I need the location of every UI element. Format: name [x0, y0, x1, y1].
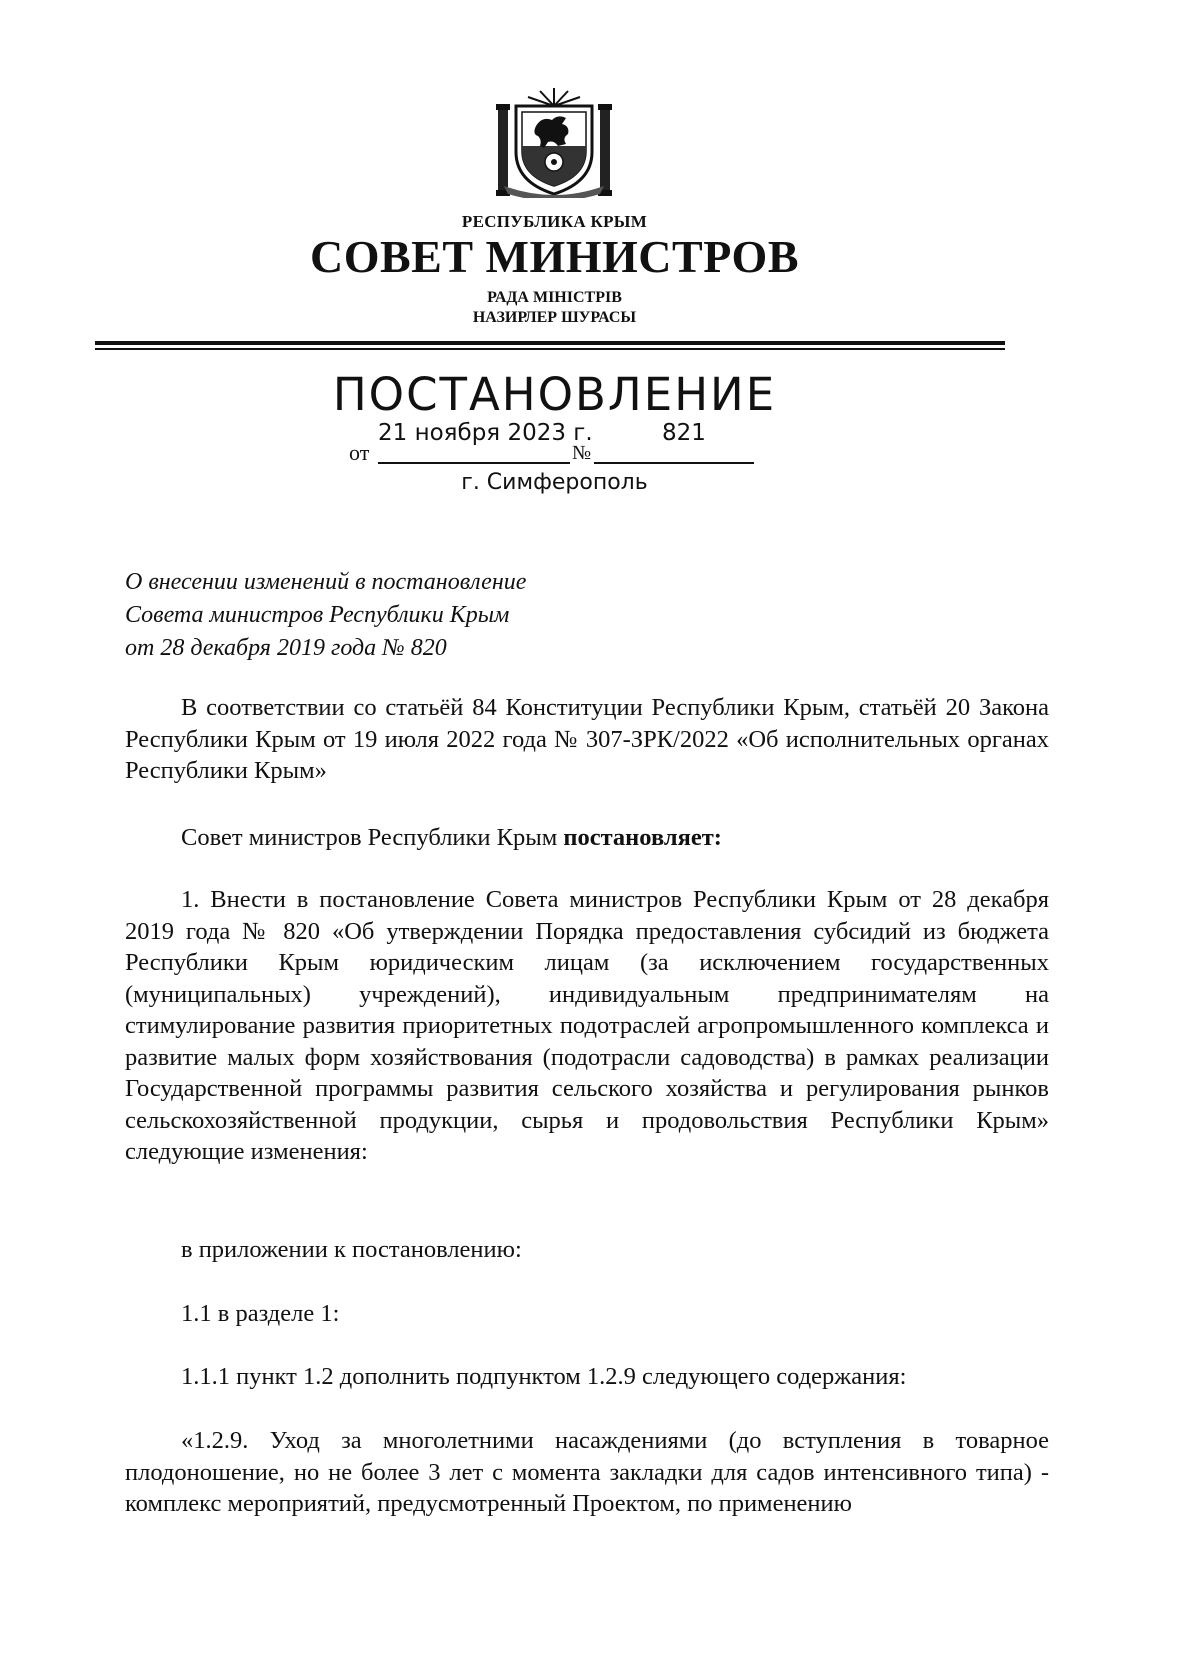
section-1-1-1-paragraph: 1.1.1 пункт 1.2 дополнить подпунктом 1.2.9 следующего содержания:: [181, 1363, 907, 1390]
document-type: ПОСТАНОВЛЕНИЕ: [332, 368, 777, 421]
number-underline: [594, 462, 754, 464]
header-divider-thin: [95, 348, 1005, 350]
date-underline: [378, 462, 570, 464]
document-date: 21 ноября 2023 г.: [378, 420, 593, 446]
date-prefix: от: [349, 440, 370, 465]
document-city: г. Симферополь: [461, 470, 648, 495]
subject-line: Совета министров Республики Крым: [125, 602, 510, 628]
council-title: СОВЕТ МИНИСТРОВ: [310, 231, 799, 282]
resolves-keyword: постановляет:: [563, 824, 722, 851]
item-1-paragraph: 1. Внести в постановление Совета министров Республики Крым от 28 декабря 2019 года № 820 «Об утверждении Порядка предоставления субсидий из бюджета Республики Крым юридическим лицам (за исключением государственных (муниципальных) учреждений), индивидуальным предпринимателям на стимулирование развития приоритетных подотраслей агропромышленного комплекса и развитие малых форм хозяйствования (подотрасли садоводства) в рамках реализации Государственной программы развития сельского хозяйства и регулирования рынков сельскохозяйственной продукции, сырья и продовольствия Республики Крым» следующие изменения:: [125, 886, 1049, 1165]
resolves-text: Совет министров Республики Крым: [181, 824, 564, 851]
crimea-coat-of-arms-icon: [496, 86, 612, 198]
subject-line: О внесении изменений в постановление: [125, 569, 527, 595]
section-1-1-paragraph: 1.1 в разделе 1:: [181, 1300, 340, 1327]
republic-name: РЕСПУБЛИКА КРЫМ: [461, 212, 648, 231]
annex-paragraph: в приложении к постановлению:: [181, 1236, 522, 1263]
council-name-crimean-tatar: НАЗИРЛЕР ШУРАСЫ: [472, 309, 637, 326]
document-number: 821: [662, 420, 706, 446]
council-name-ukrainian: РАДА МІНІСТРІВ: [487, 289, 622, 306]
basis-paragraph: В соответствии со статьёй 84 Конституции Республики Крым, статьёй 20 Закона Республики Крым от 19 июля 2022 года № 307-ЗРК/2022 «Об исполнительных органах Республики Крым»: [125, 694, 1049, 784]
number-prefix: №: [572, 442, 592, 464]
item-1-2-9-paragraph: «1.2.9. Уход за многолетними насаждениями (до вступления в товарное плодоношение, но не более 3 лет с момента закладки для садов интенсивного типа) - комплекс мероприятий, предусмотренный Проектом, по применению: [125, 1427, 1049, 1517]
document-subject: [125, 566, 526, 665]
subject-line: от 28 декабря 2019 года № 820: [125, 635, 447, 661]
resolves-paragraph: [125, 822, 1049, 854]
header-divider-thick: [95, 341, 1005, 345]
